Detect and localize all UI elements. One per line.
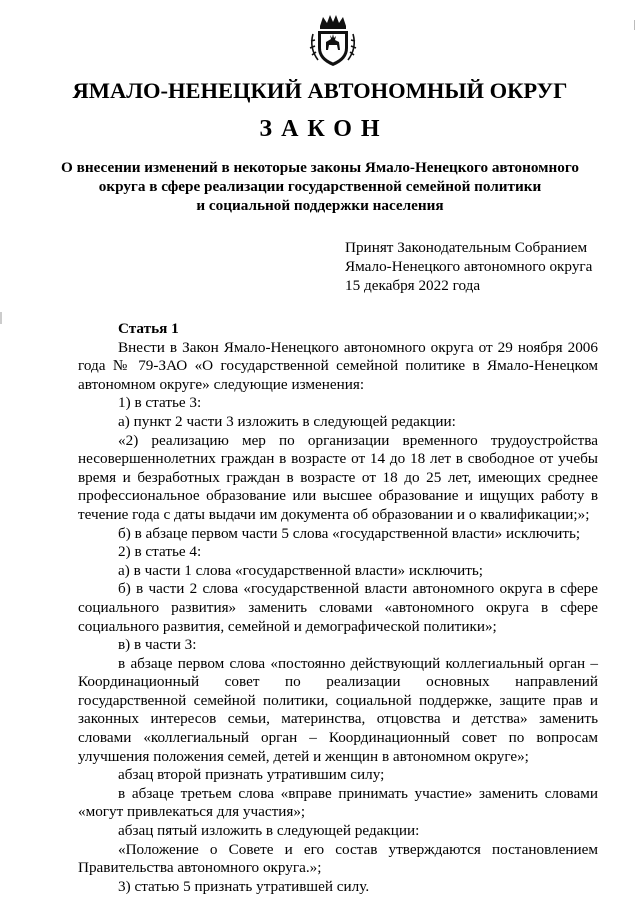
adoption-block [345,238,625,295]
law-title [60,158,580,215]
document-type-heading: ЗАКОН [259,116,389,142]
adoption-line: Принят Законодательным Собранием [345,239,588,256]
article-paragraph: 2) в статье 4: [118,543,202,561]
adoption-line: Ямало-Ненецкого автономного округа [345,258,593,275]
article-paragraph: 1) в статье 3: [118,394,202,412]
region-heading: ЯМАЛО-НЕНЕЦКИЙ АВТОНОМНЫЙ ОКРУГ [72,78,568,103]
article-paragraph: в) в части 3: [118,636,197,654]
article-paragraph: «Положение о Совете и его состав утверждаются постановлением Правительства автономного округа.»; [78,840,598,877]
article-paragraph: б) в абзаце первом части 5 слова «государственной власти» исключить; [118,524,581,542]
coat-of-arms-emblem [304,12,362,70]
article-paragraph: в абзаце первом слова «постоянно действующий коллегиальный орган – Координационный совет по реализации основных направлений государственной семейной политики, социальной поддержке, защите прав и законных интересов семьи, материнства, отцовства и детства» заменить словами «коллегиальный орган – Координационный совет по вопросам улучшения положения семей, детей и женщин в автономном округе»; [78,654,598,765]
scan-mark [0,312,2,324]
article-paragraph: «2) реализацию мер по организации временного трудоустройства несовершеннолетних граждан в возрасте от 14 до 18 лет в свободное от учебы время и безработных граждан в возрасте от 18 до 25 лет, имеющих среднее профессиональное образование или высшее образование и ищущих работу в течение года с даты выдачи им документа об образовании и о квалификации;»; [78,431,598,523]
article-paragraph: а) пункт 2 части 3 изложить в следующей редакции: [118,412,456,430]
law-title-line: округа в сфере реализации государственной семейной политики [98,178,542,195]
article-paragraph: а) в части 1 слова «государственной власти» исключить; [118,561,484,579]
article-paragraph: абзац второй признать утратившим силу; [118,766,385,784]
article-paragraph: Внести в Закон Ямало-Ненецкого автономного округа от 29 ноября 2006 года № 79-ЗАО «О государственной семейной политике в Ямало-Ненецком автономном округе» следующие изменения: [78,338,598,393]
article-paragraph: б) в части 2 слова «государственной власти автономного округа в сфере социального развития» заменить словами «автономного округа в сфере социального развития, семейной и демографической политики»; [78,580,598,635]
law-title-line: О внесении изменений в некоторые законы Ямало-Ненецкого автономного [61,159,579,176]
law-title-line: и социальной поддержки населения [196,197,444,214]
article-paragraph: в абзаце третьем слова «вправе принимать участие» заменить словами «могут привлекаться для участия»; [78,784,598,821]
article-body [78,320,598,896]
adoption-date: 15 декабря 2022 года [345,277,481,294]
scan-mark [634,20,635,30]
article-paragraph: абзац пятый изложить в следующей редакции: [118,822,420,840]
article-heading: Статья 1 [118,320,179,337]
article-paragraph: 3) статью 5 признать утратившей силу. [118,877,370,895]
